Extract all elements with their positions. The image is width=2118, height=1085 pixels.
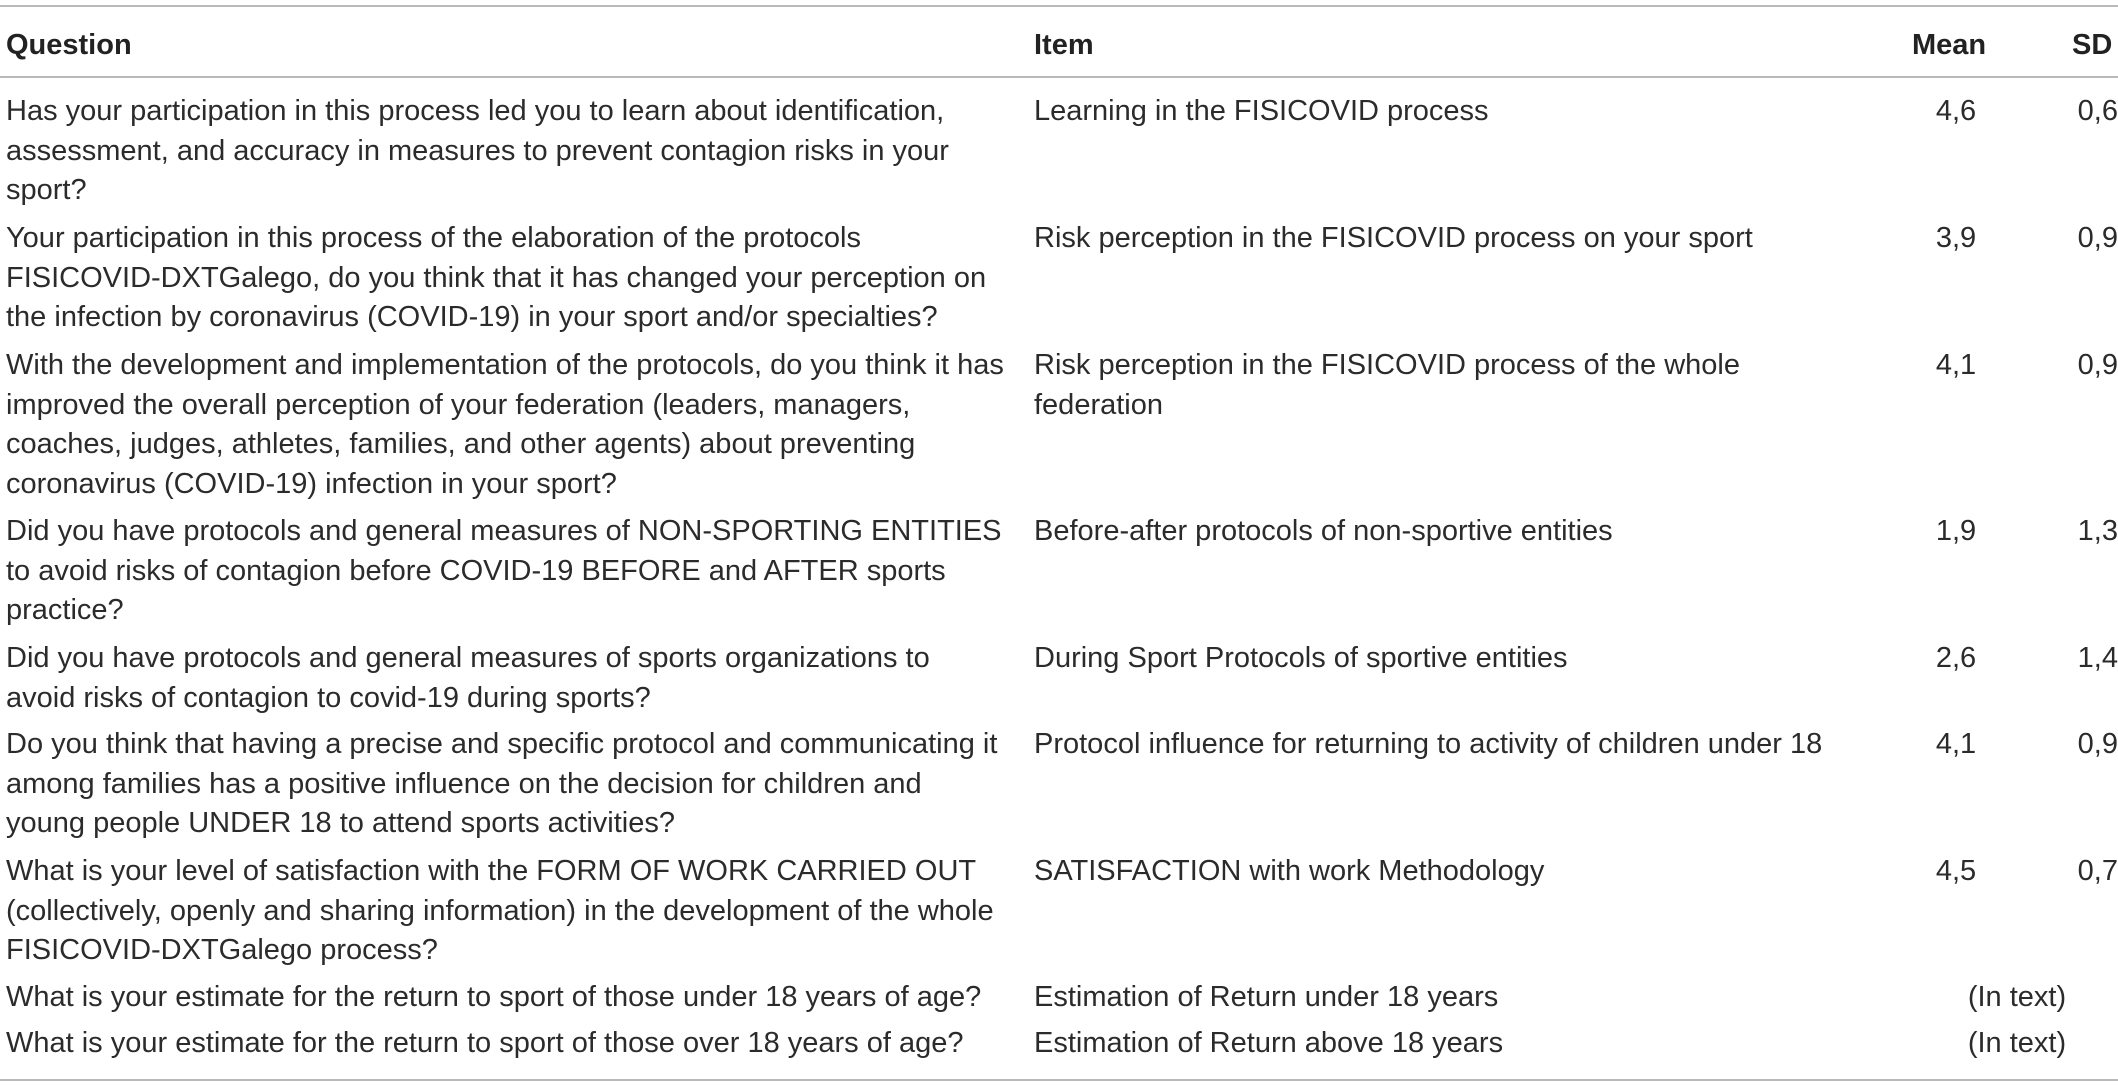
item-cell: Risk perception in the FISICOVID process of the whole federation (1034, 349, 1740, 421)
sd-cell: 0,9 (2077, 728, 2118, 760)
question-cell: What is your estimate for the return to sport of those over 18 years of age? (6, 1027, 964, 1059)
question-cell: Did you have protocols and general measures of sports organizations to avoid risks of contagion to covid-19 during sports? (6, 642, 930, 714)
item-cell: Protocol influence for returning to activity of children under 18 (1034, 728, 1823, 760)
header-bottom-rule (0, 76, 2118, 78)
mean-cell: 2,6 (1935, 642, 1977, 674)
table-row (0, 219, 2118, 346)
table-row (0, 639, 2118, 725)
mean-cell: 4,1 (1935, 728, 1977, 760)
question-cell: Did you have protocols and general measures of NON-SPORTING ENTITIES to avoid risks of contagion before COVID-19 BEFORE and AFTER sports practice? (6, 515, 1002, 626)
question-cell: Your participation in this process of the elaboration of the protocols FISICOVID-DXTGalego, do you think that it has changed your perception on the infection by coronavirus (COVID-19) in your sport and/or specialties? (6, 222, 987, 333)
item-cell: Estimation of Return under 18 years (1034, 981, 1499, 1013)
item-cell: Risk perception in the FISICOVID process on your sport (1034, 222, 1753, 254)
question-cell: What is your level of satisfaction with the FORM OF WORK CARRIED OUT (collectively, openly and sharing information) in the development of the whole FISICOVID-DXTGalego process? (6, 855, 994, 966)
header-sd: SD (2072, 29, 2113, 61)
sd-cell: 0,7 (2077, 855, 2118, 887)
table-row (0, 92, 2118, 219)
item-cell: Learning in the FISICOVID process (1034, 95, 1489, 127)
table-row (0, 1024, 2118, 1070)
item-cell: During Sport Protocols of sportive entities (1034, 642, 1568, 674)
table-row (0, 978, 2118, 1024)
sd-cell: 0,9 (2077, 222, 2118, 254)
question-cell: What is your estimate for the return to sport of those under 18 years of age? (6, 981, 982, 1013)
header-mean: Mean (1912, 29, 1987, 61)
item-cell: Before-after protocols of non-sportive entities (1034, 515, 1613, 547)
sd-cell: 0,6 (2077, 95, 2118, 127)
header-question: Question (6, 29, 132, 61)
in-text-cell: (In text) (1967, 981, 2067, 1013)
mean-cell: 4,6 (1935, 95, 1977, 127)
mean-cell: 3,9 (1935, 222, 1977, 254)
question-cell: Has your participation in this process led you to learn about identification, assessment, and accuracy in measures to prevent contagion risks in your sport? (6, 95, 949, 206)
item-cell: Estimation of Return above 18 years (1034, 1027, 1504, 1059)
question-cell: With the development and implementation of the protocols, do you think it has improved the overall perception of your federation (leaders, managers, coaches, judges, athletes, families, and other agents) about preventing coronavirus (COVID-19) infection in your sport? (6, 349, 1004, 500)
mean-cell: 4,1 (1935, 349, 1977, 381)
table-body (0, 92, 2118, 1070)
header-item: Item (1034, 29, 1094, 61)
mean-cell: 1,9 (1935, 515, 1977, 547)
table-header-row (0, 7, 2118, 76)
table-bottom-rule (0, 1079, 2118, 1081)
sd-cell: 1,3 (2077, 515, 2118, 547)
table-row (0, 725, 2118, 852)
table-row (0, 852, 2118, 978)
table-row (0, 346, 2118, 512)
in-text-cell: (In text) (1967, 1027, 2067, 1059)
question-cell: Do you think that having a precise and specific protocol and communicating it among families has a positive influence on the decision for children and young people UNDER 18 to attend sports activities? (6, 728, 998, 839)
sd-cell: 1,4 (2077, 642, 2118, 674)
table-row (0, 512, 2118, 639)
item-cell: SATISFACTION with work Methodology (1034, 855, 1545, 887)
mean-cell: 4,5 (1935, 855, 1977, 887)
sd-cell: 0,9 (2077, 349, 2118, 381)
